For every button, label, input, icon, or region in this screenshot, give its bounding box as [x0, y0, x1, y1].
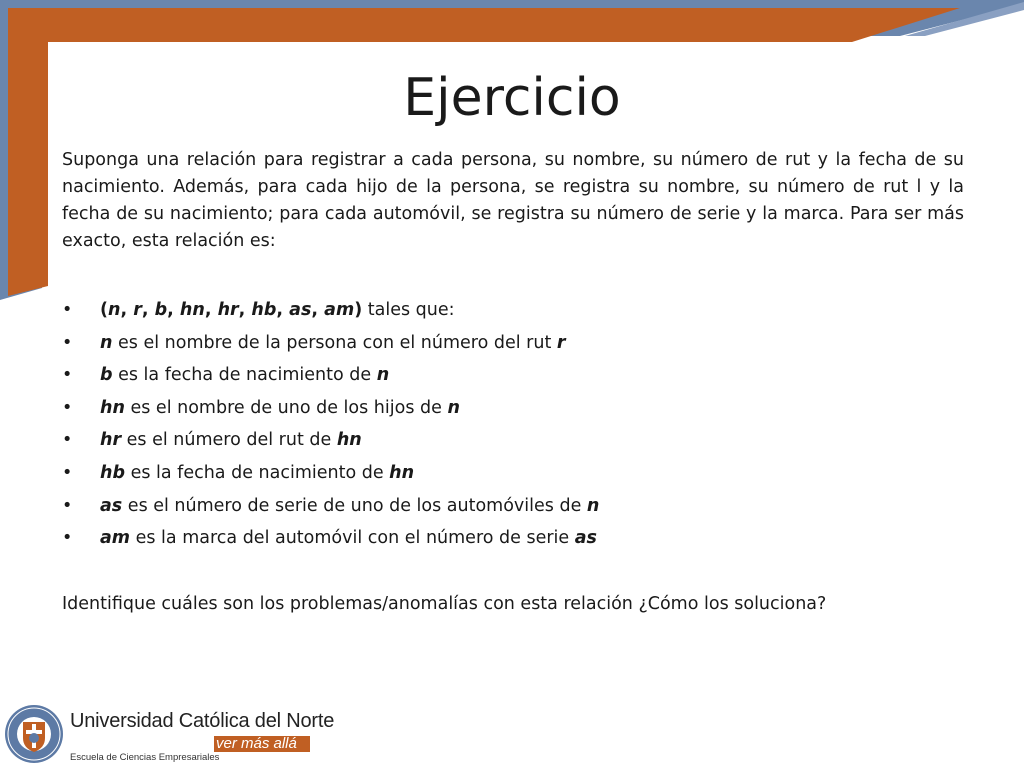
bullet-text: es el número del rut de — [121, 430, 337, 451]
bullet-term: b — [100, 365, 113, 386]
bullet-item — [62, 424, 962, 457]
tuple-var-hr: hr — [217, 300, 239, 320]
tuple-var-hn: hn — [179, 300, 205, 320]
slide-title: Ejercicio — [403, 68, 621, 128]
bullet-item — [62, 327, 962, 360]
bullet-ref: n — [447, 397, 460, 418]
school-name: Escuela de Ciencias Empresariales — [70, 752, 220, 763]
bullet-term: hb — [100, 462, 125, 483]
bullet-ref: n — [376, 365, 390, 386]
bullet-tuple — [62, 294, 962, 327]
bullet-mark: • — [62, 462, 73, 483]
relation-bullet-list — [62, 294, 962, 555]
tuple-var-am: am — [324, 300, 355, 320]
bullet-mark: • — [62, 332, 73, 353]
bullet-ref: hn — [389, 462, 415, 483]
university-tagline: ver más allá — [216, 735, 297, 752]
bullet-item — [62, 457, 962, 490]
bullet-term: n — [100, 332, 113, 353]
tuple-sep: , — [120, 300, 134, 320]
bullet-term: hr — [100, 430, 122, 451]
tuple-var-r: r — [133, 300, 142, 320]
question-paragraph: Identifique cuáles son los problemas/anomalías con esta relación ¿Cómo los soluciona? — [62, 594, 827, 614]
bullet-ref: n — [586, 495, 600, 516]
bullet-item — [62, 359, 962, 392]
bullet-item — [62, 392, 962, 425]
tuple-var-b: b — [154, 300, 168, 320]
bullet-text: es el nombre de uno de los hijos de — [124, 397, 448, 418]
tuple-sep: , — [204, 300, 218, 320]
university-name: Universidad Católica del Norte — [70, 710, 335, 732]
tuple-sep: , — [276, 300, 290, 320]
bullet-mark: • — [62, 528, 73, 549]
bullet-ref: hn — [336, 430, 362, 451]
tuple-sep: , — [141, 300, 155, 320]
university-seal-icon — [4, 704, 64, 764]
intro-paragraph: Suponga una relación para registrar a cada persona, su nombre, su número de rut y la fecha de su nacimiento. Además, para cada hijo de la persona, se registra su nombre, su número de rut l y la fecha de su nacimiento; para cada automóvil, se registra su número de serie y la marca. Para ser más exacto, esta relación es: — [62, 150, 964, 251]
bullet-term: hn — [100, 397, 125, 418]
tuple-open: ( — [100, 300, 108, 320]
tuple-var-as: as — [289, 300, 312, 320]
bullet-text: es la fecha de nacimiento de — [125, 462, 390, 483]
tuple-close: ) — [354, 300, 363, 320]
tuple-sep: , — [311, 300, 325, 320]
bullet-mark: • — [62, 365, 73, 386]
bullet-item — [62, 490, 962, 523]
bullet-item — [62, 522, 962, 555]
university-logo — [4, 700, 335, 766]
tuple-var-hb: hb — [251, 300, 277, 320]
bullet-ref: as — [574, 528, 597, 549]
bullet-text: es la marca del automóvil con el número de serie — [130, 528, 575, 549]
bullet-text: es la fecha de nacimiento de — [112, 365, 377, 386]
tuple-sep: , — [238, 300, 252, 320]
tuple-sep: , — [167, 300, 180, 320]
bullet-text: es el número de serie de uno de los automóviles de — [122, 495, 587, 516]
tuple-var-n: n — [108, 300, 121, 320]
bullet-mark: • — [62, 397, 73, 418]
bullet-mark: • — [62, 300, 73, 320]
bullet-term: am — [100, 528, 131, 549]
bullet-mark: • — [62, 495, 73, 516]
bullet-term: as — [100, 495, 123, 516]
bullet-text: es el nombre de la persona con el número del rut — [112, 332, 557, 353]
bullet-ref: r — [556, 332, 566, 353]
bullet-mark: • — [62, 430, 73, 451]
tuple-tail: tales que: — [362, 300, 455, 320]
